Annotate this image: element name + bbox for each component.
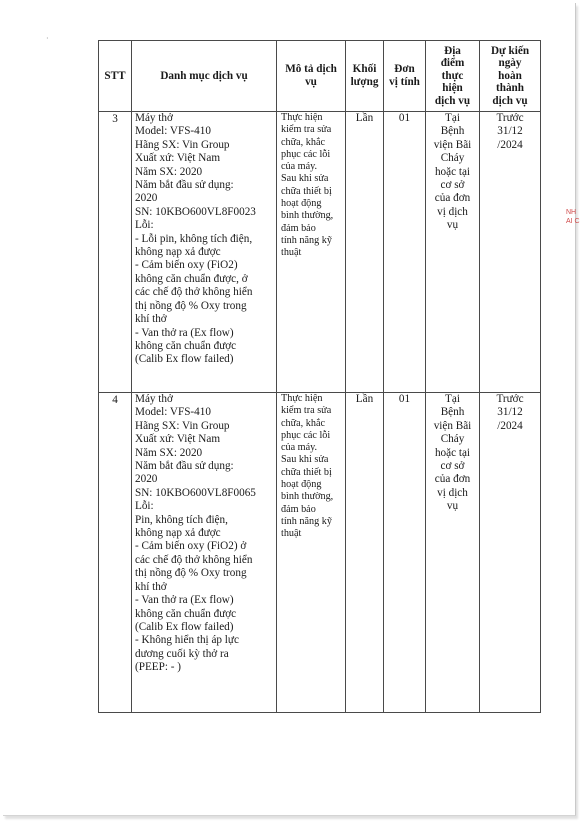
text-line: các chế độ thở không hiển bbox=[135, 553, 253, 566]
text-line: 31/12 bbox=[497, 406, 523, 419]
row-deadline bbox=[480, 393, 541, 713]
row-category bbox=[132, 393, 277, 713]
text-line: bình thường, bbox=[281, 210, 334, 222]
text-line: dịch vụ bbox=[434, 94, 471, 107]
text-line: Xuất xứ: Việt Nam bbox=[135, 152, 221, 165]
text-line: hoặc tại bbox=[434, 165, 471, 178]
row-unit: 01 bbox=[384, 112, 426, 393]
text-line: (Calib Ex flow failed) bbox=[135, 620, 234, 633]
text-line: thuật bbox=[281, 528, 302, 540]
text-line: - Van thở ra (Ex flow) bbox=[135, 326, 234, 339]
text-line: thực bbox=[441, 69, 464, 82]
service-table bbox=[98, 40, 541, 713]
header-quantity bbox=[346, 41, 384, 112]
text-line: khí thở bbox=[135, 313, 167, 326]
text-line: Hãng SX: Vin Group bbox=[135, 138, 230, 151]
text-line: - Lỗi pin, không tích điện, bbox=[135, 232, 253, 245]
text-line: Xuất xứ: Việt Nam bbox=[135, 433, 221, 446]
table-row bbox=[99, 112, 541, 393]
text-line: vụ bbox=[446, 219, 459, 232]
text-line: Dự kiến bbox=[490, 44, 530, 57]
text-line: đảm bảo bbox=[281, 503, 316, 515]
text-line: /2024 bbox=[497, 419, 523, 432]
text-line: không căn chuẩn được, ở bbox=[135, 272, 248, 285]
header-location bbox=[426, 41, 480, 112]
row-unit: 01 bbox=[384, 393, 426, 713]
text-line: - Không hiển thị áp lực bbox=[135, 634, 239, 647]
stamp-fragment: NH AI C bbox=[566, 209, 580, 225]
text-line: Tại bbox=[445, 112, 460, 124]
table-row bbox=[99, 393, 541, 713]
text-line: chữa thiết bị bbox=[281, 466, 332, 478]
row-location bbox=[426, 112, 480, 393]
text-line: không nạp xả được bbox=[135, 246, 221, 259]
row-quantity: Lần bbox=[346, 112, 384, 393]
text-line: Lỗi: bbox=[135, 500, 154, 513]
text-line: Trước bbox=[496, 393, 524, 405]
text-line: đảm bảo bbox=[281, 222, 316, 234]
text-line: thị nồng độ % Oxy trong bbox=[135, 299, 247, 312]
row-category bbox=[132, 112, 277, 393]
text-line: - Cảm biến oxy (FiO2) ở bbox=[135, 540, 247, 553]
header-description bbox=[277, 41, 346, 112]
text-line: Pin, không tích điện, bbox=[135, 513, 228, 526]
text-line: tính năng kỹ bbox=[281, 234, 332, 246]
text-line: khí thở bbox=[135, 580, 167, 593]
text-line: Năm bắt đầu sử dụng: bbox=[135, 179, 234, 192]
header-stt: STT bbox=[99, 41, 132, 112]
text-line: Bệnh bbox=[440, 125, 465, 138]
text-line: thuật bbox=[281, 247, 302, 259]
scan-speck: · bbox=[46, 34, 49, 43]
text-line: - Cảm biến oxy (FiO2) bbox=[135, 259, 238, 272]
text-line: thị nồng độ % Oxy trong bbox=[135, 567, 247, 580]
text-line: Địa bbox=[444, 44, 461, 57]
text-line: hoạt động bbox=[281, 198, 322, 210]
text-line: ngày bbox=[498, 57, 522, 70]
text-line: hoặc tại bbox=[434, 446, 471, 459]
text-line: của đơn bbox=[434, 192, 471, 205]
text-line: chữa, khắc bbox=[281, 417, 325, 429]
text-line: Năm SX: 2020 bbox=[135, 165, 203, 178]
text-line: Máy thở bbox=[135, 112, 173, 124]
text-line: lượng bbox=[350, 76, 379, 88]
text-line: Khối bbox=[352, 63, 377, 76]
text-line: Bệnh bbox=[440, 406, 465, 419]
text-line: (Calib Ex flow failed) bbox=[135, 353, 234, 366]
row-quantity: Lần bbox=[346, 393, 384, 713]
text-line: phục các lỗi bbox=[281, 148, 331, 160]
text-line: Sau khi sửa bbox=[281, 454, 329, 466]
text-line: SN: 10KBO600VL8F0065 bbox=[135, 486, 256, 499]
text-line: của máy. bbox=[281, 161, 318, 173]
text-line: vụ bbox=[305, 76, 317, 88]
text-line: Thực hiện bbox=[281, 112, 323, 123]
text-line: Cháy bbox=[440, 152, 465, 165]
text-line: kiểm tra sửa bbox=[281, 124, 332, 136]
row-description bbox=[277, 112, 346, 393]
text-line: không nạp xả được bbox=[135, 527, 221, 540]
text-line: Tại bbox=[445, 393, 460, 405]
text-line: viện Bãi bbox=[433, 138, 472, 151]
text-line: không căn chuẩn được bbox=[135, 607, 237, 620]
text-line: phục các lỗi bbox=[281, 429, 331, 441]
text-line: Máy thở bbox=[135, 393, 173, 405]
text-line: SN: 10KBO600VL8F0023 bbox=[135, 205, 256, 218]
text-line: của đơn bbox=[434, 473, 471, 486]
text-line: của máy. bbox=[281, 442, 318, 454]
text-line: vị dịch bbox=[437, 486, 468, 499]
text-line: vị tính bbox=[389, 76, 420, 88]
text-line: 2020 bbox=[135, 473, 158, 486]
row-description bbox=[277, 393, 346, 713]
text-line: chữa, khắc bbox=[281, 136, 325, 148]
text-line: Cháy bbox=[440, 433, 465, 446]
text-line: vị dịch bbox=[437, 205, 468, 218]
header-unit bbox=[384, 41, 426, 112]
text-line: hiện bbox=[442, 82, 463, 95]
text-line: hoàn bbox=[498, 69, 522, 82]
text-line: Trước bbox=[496, 112, 524, 124]
row-stt: 3 bbox=[99, 112, 132, 393]
text-line: Model: VFS-410 bbox=[135, 125, 211, 138]
text-line: viện Bãi bbox=[433, 419, 472, 432]
text-line: bình thường, bbox=[281, 491, 334, 503]
text-line: Năm bắt đầu sử dụng: bbox=[135, 460, 234, 473]
text-line: 2020 bbox=[135, 192, 158, 205]
header-deadline bbox=[480, 41, 541, 112]
text-line: vụ bbox=[446, 500, 459, 513]
text-line: Mô tả dịch bbox=[285, 63, 337, 76]
text-line: cơ sở bbox=[440, 460, 465, 473]
row-location bbox=[426, 393, 480, 713]
row-stt: 4 bbox=[99, 393, 132, 713]
text-line: Sau khi sửa bbox=[281, 173, 329, 185]
text-line: kiểm tra sửa bbox=[281, 405, 332, 417]
text-line: chữa thiết bị bbox=[281, 185, 332, 197]
text-line: - Van thở ra (Ex flow) bbox=[135, 594, 234, 607]
text-line: điểm bbox=[440, 57, 465, 70]
text-line: các chế độ thở không hiển bbox=[135, 286, 253, 299]
text-line: 31/12 bbox=[497, 125, 523, 138]
header-row bbox=[99, 41, 541, 112]
text-line: Thực hiện bbox=[281, 393, 323, 404]
text-line: không căn chuẩn được bbox=[135, 339, 237, 352]
text-line: dương cuối kỳ thở ra bbox=[135, 647, 229, 660]
row-deadline bbox=[480, 112, 541, 393]
header-category: Danh mục dịch vụ bbox=[132, 41, 277, 112]
text-line: tính năng kỹ bbox=[281, 515, 332, 527]
text-line: /2024 bbox=[497, 138, 523, 151]
text-line: Lỗi: bbox=[135, 219, 154, 232]
text-line: hoạt động bbox=[281, 479, 322, 491]
text-line: thành bbox=[496, 82, 524, 95]
text-line: Hãng SX: Vin Group bbox=[135, 419, 230, 432]
text-line: Năm SX: 2020 bbox=[135, 446, 203, 459]
text-line: dịch vụ bbox=[492, 94, 528, 107]
text-line: cơ sở bbox=[440, 179, 465, 192]
text-line: Model: VFS-410 bbox=[135, 406, 211, 419]
text-line: Đơn bbox=[394, 63, 415, 76]
text-line: (PEEP: - ) bbox=[135, 661, 181, 674]
